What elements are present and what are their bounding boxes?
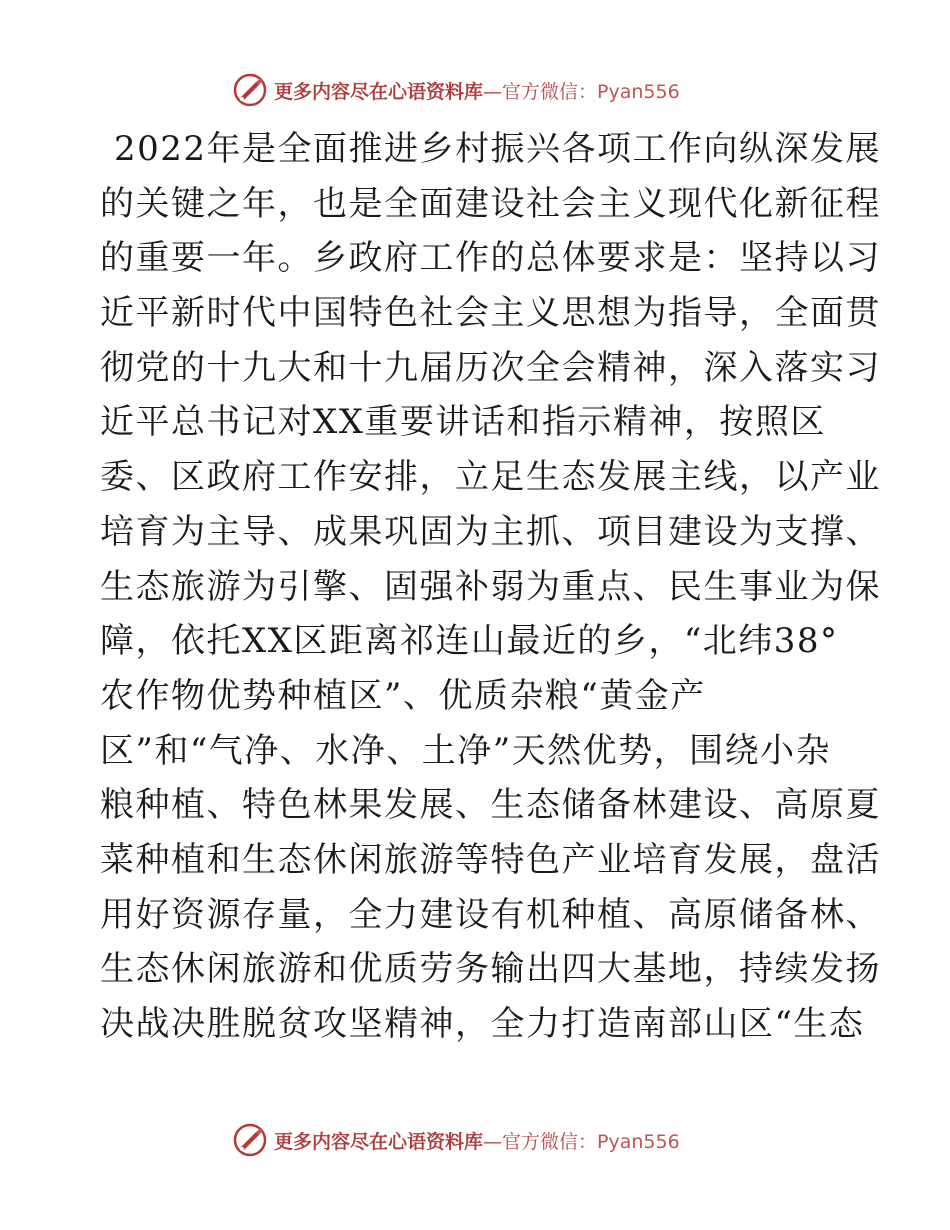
body-line: 的重要一年。乡政府工作的总体要求是：坚持以习 [100,238,881,279]
body-line: 近平总书记对XX重要讲话和指示精神，按照区 [100,402,826,443]
document-body [100,122,882,1052]
header-banner-wechat-id: Pyan556 [597,80,680,103]
header-banner-title: 更多内容尽在心语资料库 [274,80,484,103]
pen-logo-icon [232,1122,268,1158]
body-line: 决战决胜脱贫攻坚精神，全力打造南部山区“生态 [100,1004,865,1044]
body-line: 近平新时代中国特色社会主义思想为指导，全面贯 [100,293,881,334]
body-line: 区”和“气净、水净、土净”天然优势，围绕小杂 [100,730,832,771]
body-line: 的关键之年，也是全面建设社会主义现代化新征程 [100,183,881,224]
body-line: 粮种植、特色林果发展、生态储备林建设、高原夏 [100,785,881,826]
footer-banner-title: 更多内容尽在心语资料库 [274,1130,484,1153]
body-line: 障，依托XX区距离祁连山最近的乡，“北纬38° [100,621,839,662]
pen-logo-icon [232,72,268,108]
body-line: 农作物优势种植区”、优质杂粮“黄金产 [100,675,706,716]
footer-banner [232,1120,680,1160]
footer-banner-wechat-label: —官方微信： [483,1130,598,1153]
body-line: 菜种植和生态休闲旅游等特色产业培育发展，盘活 [100,839,881,880]
footer-banner-text [274,1127,680,1154]
header-banner-wechat-label: —官方微信： [483,80,598,103]
body-line: 委、区政府工作安排，立足生态发展主线，以产业 [100,457,881,498]
body-line: 培育为主导、成果巩固为主抓、项目建设为支撑、 [100,511,881,552]
header-banner-text [274,77,680,104]
body-line: 彻党的十九大和十九届历次全会精神，深入落实习 [100,347,881,388]
body-line: 2022年是全面推进乡村振兴各项工作向纵深发展 [114,129,882,169]
footer-banner-wechat-id: Pyan556 [597,1130,680,1153]
body-line: 生态休闲旅游和优质劳务输出四大基地，持续发扬 [100,949,881,990]
header-banner [232,70,680,110]
body-line: 用好资源存量，全力建设有机种植、高原储备林、 [100,894,881,935]
body-line: 生态旅游为引擎、固强补弱为重点、民生事业为保 [100,566,881,607]
